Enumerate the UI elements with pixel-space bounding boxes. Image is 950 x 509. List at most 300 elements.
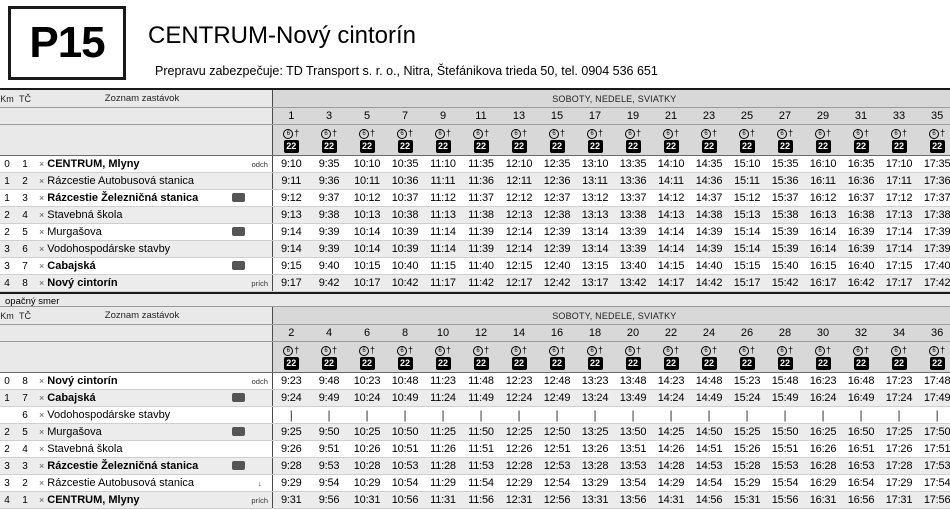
blank-cell — [0, 342, 14, 373]
trip-number: 31 — [842, 108, 880, 125]
row-km: 4 — [0, 275, 14, 292]
table-row — [0, 190, 950, 207]
stop-name: Nový cintorín — [47, 277, 118, 289]
departure-time: 11:35 — [462, 156, 500, 173]
departure-time: 14:12 — [652, 190, 690, 207]
departure-time: 15:13 — [728, 207, 766, 224]
departure-time: | — [842, 407, 880, 424]
stop-name: CENTRUM, Mlyny — [47, 494, 140, 506]
table-row — [0, 207, 950, 224]
departure-time: 10:49 — [386, 390, 424, 407]
weekend-symbols — [614, 128, 652, 139]
departure-time: 11:25 — [424, 424, 462, 441]
table-row — [0, 492, 950, 509]
departure-time: | — [538, 407, 576, 424]
departure-time: 11:53 — [462, 458, 500, 475]
departure-time: | — [310, 407, 348, 424]
sunday-holiday-icon: † — [787, 128, 793, 138]
stop-bullet: × — [39, 410, 45, 420]
departure-time: 10:26 — [348, 441, 386, 458]
stop-name-cell — [36, 241, 248, 258]
row-km — [0, 407, 14, 424]
service-symbols-cell — [918, 342, 950, 373]
sunday-holiday-icon: † — [407, 128, 413, 138]
saturday-icon: 6 — [701, 346, 711, 356]
row-tc: 8 — [14, 373, 36, 390]
departure-time: 9:53 — [310, 458, 348, 475]
departure-time: 13:50 — [614, 424, 652, 441]
departure-time: 12:14 — [500, 241, 538, 258]
weekend-symbols — [728, 345, 766, 356]
saturday-icon: 6 — [359, 346, 369, 356]
departure-time: 16:53 — [842, 458, 880, 475]
sunday-holiday-icon: † — [294, 128, 300, 138]
stop-name: Stavebná škola — [47, 443, 123, 455]
dir-header-spacer — [248, 90, 272, 108]
trip-number: 9 — [424, 108, 462, 125]
note-22-badge: 22 — [398, 140, 413, 153]
departure-time: 10:36 — [386, 173, 424, 190]
sunday-holiday-icon: † — [521, 128, 527, 138]
departure-time: 14:53 — [690, 458, 728, 475]
departure-time: 13:53 — [614, 458, 652, 475]
trip-number: 25 — [728, 108, 766, 125]
direction-marker — [248, 241, 272, 258]
departure-time: 10:51 — [386, 441, 424, 458]
service-symbols-cell — [272, 342, 310, 373]
stop-bullet: × — [39, 444, 45, 454]
weekend-symbols — [538, 345, 576, 356]
stop-name-cell — [36, 258, 248, 275]
note-22-badge: 22 — [436, 140, 451, 153]
stop-bullet: × — [39, 193, 45, 203]
note-22-badge: 22 — [626, 140, 641, 153]
departure-time: 9:37 — [310, 190, 348, 207]
departure-time: 13:14 — [576, 224, 614, 241]
sunday-holiday-icon: † — [863, 128, 869, 138]
sunday-holiday-icon: † — [635, 128, 641, 138]
stop-bullet: × — [39, 278, 45, 288]
sunday-holiday-icon: † — [331, 128, 337, 138]
departure-time: 13:17 — [576, 275, 614, 292]
trip-number: 24 — [690, 325, 728, 342]
departure-time: | — [728, 407, 766, 424]
note-22-badge: 22 — [930, 357, 945, 370]
note-22-badge: 22 — [892, 357, 907, 370]
weekend-symbols — [386, 345, 424, 356]
row-km: 1 — [0, 190, 14, 207]
service-symbols-cell — [348, 342, 386, 373]
blank-cell — [14, 325, 36, 342]
departure-time: 12:31 — [500, 492, 538, 509]
departure-time: 12:13 — [500, 207, 538, 224]
service-symbols-cell — [538, 342, 576, 373]
departure-time: 13:35 — [614, 156, 652, 173]
departure-time: 12:28 — [500, 458, 538, 475]
row-km: 0 — [0, 156, 14, 173]
departure-time: 12:48 — [538, 373, 576, 390]
departure-time: 15:49 — [766, 390, 804, 407]
departure-time: 17:26 — [880, 441, 918, 458]
departure-time: 17:25 — [880, 424, 918, 441]
weekend-symbols — [348, 128, 386, 139]
saturday-icon: 6 — [701, 129, 711, 139]
departure-time: 14:36 — [690, 173, 728, 190]
service-symbols-cell — [348, 125, 386, 156]
weekend-symbols — [576, 345, 614, 356]
departure-time: 10:24 — [348, 390, 386, 407]
departure-time: 10:39 — [386, 241, 424, 258]
departure-time: 11:42 — [462, 275, 500, 292]
service-group-header: SOBOTY, NEDELE, SVIATKY — [272, 90, 950, 108]
row-km: 3 — [0, 258, 14, 275]
departure-time: 15:11 — [728, 173, 766, 190]
bus-stop-icon — [232, 393, 245, 402]
note-22-badge: 22 — [322, 357, 337, 370]
page-header — [0, 0, 950, 90]
weekend-symbols — [842, 345, 880, 356]
note-22-badge: 22 — [740, 140, 755, 153]
note-22-badge: 22 — [512, 357, 527, 370]
stop-bullet: × — [39, 244, 45, 254]
trip-number-row — [0, 108, 950, 125]
stop-name: Murgašova — [47, 426, 102, 438]
departure-time: 10:37 — [386, 190, 424, 207]
km-header: Km — [0, 90, 14, 108]
weekend-symbols — [538, 128, 576, 139]
stop-bullet: × — [39, 495, 45, 505]
sunday-holiday-icon: † — [445, 128, 451, 138]
row-tc: 6 — [14, 407, 36, 424]
stop-name: Stavebná škola — [47, 209, 123, 221]
sunday-holiday-icon: † — [369, 345, 375, 355]
departure-time: 16:11 — [804, 173, 842, 190]
table-row — [0, 424, 950, 441]
departure-time: 13:49 — [614, 390, 652, 407]
departure-time: 13:28 — [576, 458, 614, 475]
stop-name-cell — [36, 275, 248, 292]
departure-time: 14:28 — [652, 458, 690, 475]
row-tc: 8 — [14, 275, 36, 292]
departure-time: 15:42 — [766, 275, 804, 292]
direction-marker — [248, 458, 272, 475]
departure-time: 17:39 — [918, 224, 950, 241]
departure-time: 15:39 — [766, 241, 804, 258]
direction-marker — [248, 390, 272, 407]
row-tc: 3 — [14, 190, 36, 207]
note-22-badge: 22 — [740, 357, 755, 370]
direction-marker — [248, 407, 272, 424]
stops-header: Zoznam zastávok — [36, 90, 248, 108]
route-number: P15 — [29, 18, 105, 67]
departure-time: 14:13 — [652, 207, 690, 224]
departure-time: 14:25 — [652, 424, 690, 441]
direction-marker: odch — [248, 156, 272, 173]
saturday-icon: 6 — [321, 129, 331, 139]
weekend-symbols — [804, 345, 842, 356]
departure-time: | — [348, 407, 386, 424]
blank-cell — [36, 125, 248, 156]
sunday-holiday-icon: † — [597, 128, 603, 138]
weekend-symbols — [918, 345, 950, 356]
saturday-icon: 6 — [549, 129, 559, 139]
bus-stop-icon — [232, 227, 245, 236]
weekend-symbols — [842, 128, 880, 139]
saturday-icon: 6 — [777, 346, 787, 356]
departure-time: 14:50 — [690, 424, 728, 441]
blank-cell — [248, 108, 272, 125]
note-22-badge: 22 — [778, 140, 793, 153]
blank-cell — [36, 342, 248, 373]
departure-time: 17:42 — [918, 275, 950, 292]
weekend-symbols — [424, 128, 462, 139]
note-22-badge: 22 — [702, 357, 717, 370]
departure-time: 12:10 — [500, 156, 538, 173]
trip-number: 28 — [766, 325, 804, 342]
dir-header-spacer — [248, 307, 272, 325]
departure-time: 11:49 — [462, 390, 500, 407]
table-row — [0, 156, 950, 173]
departure-time: 14:15 — [652, 258, 690, 275]
sunday-holiday-icon: † — [559, 345, 565, 355]
departure-time: 15:14 — [728, 224, 766, 241]
row-km: 3 — [0, 458, 14, 475]
weekend-symbols — [880, 345, 918, 356]
stop-bullet: × — [39, 159, 45, 169]
departure-time: 15:38 — [766, 207, 804, 224]
departure-time: 11:23 — [424, 373, 462, 390]
weekend-symbols — [880, 128, 918, 139]
departure-time: 17:17 — [880, 275, 918, 292]
service-symbols-cell — [424, 342, 462, 373]
note-22-badge: 22 — [778, 357, 793, 370]
trip-number: 6 — [348, 325, 386, 342]
departure-time: 15:53 — [766, 458, 804, 475]
departure-time: 17:23 — [880, 373, 918, 390]
departure-time: 10:39 — [386, 224, 424, 241]
service-symbols-cell — [310, 342, 348, 373]
sunday-holiday-icon: † — [483, 345, 489, 355]
stop-name-cell — [36, 190, 248, 207]
note-22-badge: 22 — [626, 357, 641, 370]
departure-time: 10:50 — [386, 424, 424, 441]
service-symbols-cell — [652, 342, 690, 373]
departure-time: 12:29 — [500, 475, 538, 492]
departure-time: 17:12 — [880, 190, 918, 207]
departure-time: 13:12 — [576, 190, 614, 207]
departure-time: 12:39 — [538, 241, 576, 258]
stop-bullet: × — [39, 427, 45, 437]
saturday-icon: 6 — [815, 346, 825, 356]
weekend-symbols — [273, 345, 311, 356]
trip-number: 7 — [386, 108, 424, 125]
departure-time: 10:56 — [386, 492, 424, 509]
departure-time: 9:36 — [310, 173, 348, 190]
sunday-holiday-icon: † — [825, 345, 831, 355]
stop-name: Rázcestie Autobusová stanica — [47, 175, 195, 187]
departure-time: 15:36 — [766, 173, 804, 190]
departure-time: 14:29 — [652, 475, 690, 492]
departure-time: 17:56 — [918, 492, 950, 509]
blank-cell — [0, 108, 14, 125]
trip-number: 22 — [652, 325, 690, 342]
departure-time: 17:37 — [918, 190, 950, 207]
service-symbols-cell — [424, 125, 462, 156]
departure-time: 17:14 — [880, 224, 918, 241]
stop-name-cell — [36, 373, 248, 390]
trip-number: 20 — [614, 325, 652, 342]
departure-time: | — [652, 407, 690, 424]
weekend-symbols — [386, 128, 424, 139]
departure-time: 16:35 — [842, 156, 880, 173]
stop-bullet: × — [39, 376, 45, 386]
departure-time: 16:28 — [804, 458, 842, 475]
departure-time: 10:35 — [386, 156, 424, 173]
saturday-icon: 6 — [929, 129, 939, 139]
departure-time: 15:23 — [728, 373, 766, 390]
service-symbols-cell — [690, 125, 728, 156]
departure-time: 14:56 — [690, 492, 728, 509]
weekend-symbols — [690, 128, 728, 139]
departure-time: 10:13 — [348, 207, 386, 224]
departure-time: 10:54 — [386, 475, 424, 492]
tc-header: TČ — [14, 90, 36, 108]
departure-time: 17:14 — [880, 241, 918, 258]
departure-time: 17:31 — [880, 492, 918, 509]
service-symbol-row — [0, 342, 950, 373]
service-symbols-cell — [576, 125, 614, 156]
departure-time: 12:23 — [500, 373, 538, 390]
departure-time: | — [424, 407, 462, 424]
saturday-icon: 6 — [777, 129, 787, 139]
trip-number: 14 — [500, 325, 538, 342]
weekend-symbols — [424, 345, 462, 356]
departure-time: 11:14 — [424, 241, 462, 258]
trip-number: 27 — [766, 108, 804, 125]
departure-time: 12:25 — [500, 424, 538, 441]
weekend-symbols — [462, 345, 500, 356]
saturday-icon: 6 — [929, 346, 939, 356]
direction-marker — [248, 424, 272, 441]
departure-time: 11:50 — [462, 424, 500, 441]
row-km: 3 — [0, 475, 14, 492]
stop-name-cell — [36, 458, 248, 475]
departure-time: 13:25 — [576, 424, 614, 441]
sunday-holiday-icon: † — [673, 128, 679, 138]
departure-time: 13:29 — [576, 475, 614, 492]
service-symbols-cell — [500, 125, 538, 156]
row-tc: 4 — [14, 441, 36, 458]
sunday-holiday-icon: † — [787, 345, 793, 355]
service-symbols-cell — [804, 125, 842, 156]
departure-time: 12:42 — [538, 275, 576, 292]
sunday-holiday-icon: † — [901, 128, 907, 138]
departure-time: 11:54 — [462, 475, 500, 492]
row-tc: 2 — [14, 173, 36, 190]
departure-time: | — [500, 407, 538, 424]
trip-number: 1 — [272, 108, 310, 125]
departure-time: 17:48 — [918, 373, 950, 390]
note-22-badge: 22 — [664, 357, 679, 370]
note-22-badge: 22 — [284, 357, 299, 370]
departure-time: 10:25 — [348, 424, 386, 441]
departure-time: 11:26 — [424, 441, 462, 458]
departure-time: 11:36 — [462, 173, 500, 190]
trip-number: 4 — [310, 325, 348, 342]
departure-time: 13:31 — [576, 492, 614, 509]
stop-name: Cabajská — [47, 260, 96, 272]
departure-time: 16:10 — [804, 156, 842, 173]
stop-name: Vodohospodárske stavby — [47, 243, 171, 255]
departure-time: 14:38 — [690, 207, 728, 224]
note-22-badge: 22 — [588, 357, 603, 370]
stop-name: Nový cintorín — [47, 375, 118, 387]
stop-name-cell — [36, 390, 248, 407]
direction-2-block — [0, 307, 950, 509]
stop-bullet: × — [39, 261, 45, 271]
timetable-direction-1 — [0, 90, 950, 292]
saturday-icon: 6 — [739, 346, 749, 356]
departure-time: 16:42 — [842, 275, 880, 292]
departure-time: 16:25 — [804, 424, 842, 441]
row-km: 2 — [0, 441, 14, 458]
departure-time: 15:35 — [766, 156, 804, 173]
departure-time: 12:37 — [538, 190, 576, 207]
departure-time: 16:14 — [804, 241, 842, 258]
departure-time: 12:36 — [538, 173, 576, 190]
trip-number: 10 — [424, 325, 462, 342]
trip-number: 19 — [614, 108, 652, 125]
saturday-icon: 6 — [663, 346, 673, 356]
service-symbols-cell — [614, 342, 652, 373]
departure-time: | — [880, 407, 918, 424]
saturday-icon: 6 — [587, 346, 597, 356]
table-row — [0, 441, 950, 458]
departure-time: 14:23 — [652, 373, 690, 390]
departure-time: 14:14 — [652, 241, 690, 258]
departure-time: 15:40 — [766, 258, 804, 275]
saturday-icon: 6 — [283, 129, 293, 139]
trip-number: 18 — [576, 325, 614, 342]
bus-stop-icon — [232, 193, 245, 202]
saturday-icon: 6 — [397, 129, 407, 139]
stop-bullet: × — [39, 393, 45, 403]
service-symbols-cell — [386, 125, 424, 156]
stops-header: Zoznam zastávok — [36, 307, 248, 325]
departure-time: 15:14 — [728, 241, 766, 258]
departure-time: 12:50 — [538, 424, 576, 441]
row-tc: 5 — [14, 224, 36, 241]
direction-marker — [248, 258, 272, 275]
blank-cell — [0, 325, 14, 342]
service-symbols-cell — [652, 125, 690, 156]
departure-time: 16:31 — [804, 492, 842, 509]
blank-cell — [14, 342, 36, 373]
trip-number: 36 — [918, 325, 950, 342]
weekend-symbols — [766, 345, 804, 356]
stop-name-cell — [36, 407, 248, 424]
row-km: 4 — [0, 492, 14, 509]
departure-time: 15:12 — [728, 190, 766, 207]
table-row — [0, 258, 950, 275]
departure-time: 11:48 — [462, 373, 500, 390]
saturday-icon: 6 — [473, 346, 483, 356]
departure-time: 10:23 — [348, 373, 386, 390]
weekend-symbols — [348, 345, 386, 356]
saturday-icon: 6 — [473, 129, 483, 139]
opposite-direction-label: opačný smer — [0, 293, 950, 307]
sunday-holiday-icon: † — [711, 345, 717, 355]
